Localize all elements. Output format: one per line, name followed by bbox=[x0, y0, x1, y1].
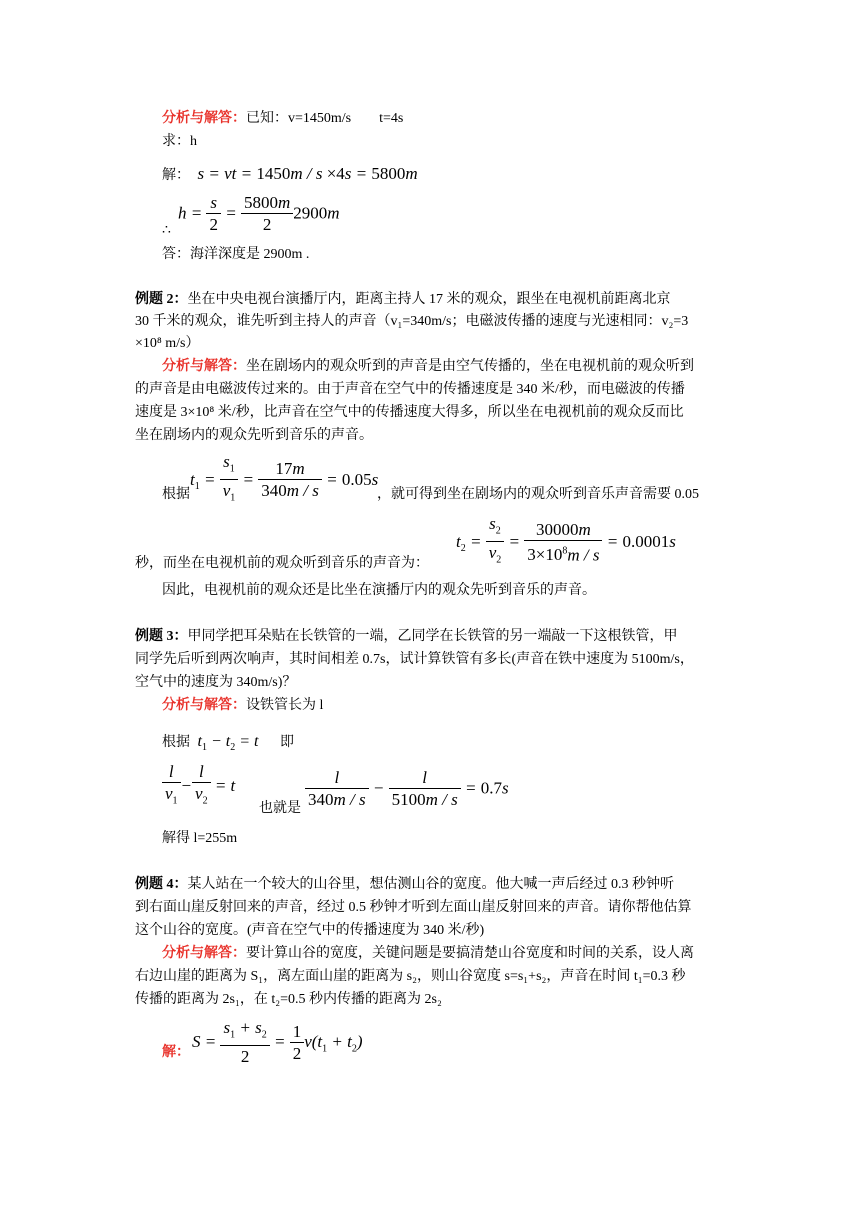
example-3-line1: 例题 3：甲同学把耳朵贴在长铁管的一端，乙同学在长铁管的另一端敲一下这根铁管，甲 bbox=[135, 629, 678, 644]
formula-t1: $t_1$ = $\frac{s_1}{v_1}$ = $\frac{17m}{340m / s}$ = 0.05s bbox=[190, 452, 378, 510]
find-line: 求：h bbox=[162, 134, 197, 149]
example-3-result: 解得 l=255m bbox=[162, 831, 238, 846]
solve-label: 解： bbox=[162, 168, 190, 183]
example-2-analysis-line4: 坐在剧场内的观众先听到音乐的声音。 bbox=[135, 428, 373, 443]
example-2-line1: 例题 2：坐在中央电视台演播厅内，距离主持人 17 米的观众，跟坐在电视机前距离北京 bbox=[135, 292, 671, 307]
example-4-line2: 到右面山崖反射回来的声音，经过 0.5 秒钟才听到左面山崖反射回来的声音。请你帮他估算 bbox=[135, 900, 692, 915]
example-3-line3: 空气中的速度为 340m/s)？ bbox=[135, 675, 297, 690]
answer-line: 答：海洋深度是 2900m . bbox=[162, 247, 310, 262]
analysis-label: 分析与解答： bbox=[162, 359, 246, 374]
solve-label: 解： bbox=[162, 1045, 190, 1060]
example-4-line1: 例题 4：某人站在一个较大的山谷里，想估测山谷的宽度。他大喊一声后经过 0.3 秒钟听 bbox=[135, 877, 674, 892]
example-2-analysis-line3: 速度是 3×10⁸ 米/秒，比声音在空气中的传播速度大得多，所以坐在电视机前的观众反而比 bbox=[135, 405, 684, 420]
example-2-conclusion: 因此，电视机前的观众还是比坐在演播厅内的观众先听到音乐的声音。 bbox=[162, 583, 596, 598]
example-4-analysis-line2: 右边山崖的距离为 S₁，离左面山崖的距离为 s₂，则山谷宽度 s=s₁+s₂，声音在时间 t₁=0.3 秒 bbox=[135, 969, 686, 984]
therefore-symbol: ∴ bbox=[162, 223, 171, 238]
that-is-label: 也就是 bbox=[259, 801, 301, 816]
seconds-text: 秒，而坐在电视机前的观众听到音乐的声音为： bbox=[135, 556, 429, 571]
example-2-analysis-line1: 分析与解答：坐在剧场内的观众听到的声音是由空气传播的，坐在电视机前的观众听到 bbox=[162, 359, 694, 374]
formula-S: S = $\frac{s_1 + s_2}{2}$ = $\frac{1}{2}$ $v(t_1 + t_2)$ bbox=[192, 1018, 363, 1067]
according-label: 根据 bbox=[162, 487, 190, 502]
example-4-label: 例题 4： bbox=[135, 877, 188, 892]
after-formula-text: ，就可得到坐在剧场内的观众听到音乐声音需要 0.05 bbox=[377, 487, 699, 502]
according-label: 根据 bbox=[162, 735, 190, 750]
example-2-line2: 30 千米的观众，谁先听到主持人的声音（v₁=340m/s；电磁波传播的速度与光速相同：v₂=3 bbox=[135, 314, 689, 329]
known-time: t=4s bbox=[379, 111, 404, 126]
example-3-line2: 同学先后听到两次响声，其时间相差 0.7s，试计算铁管有多长(声音在铁中速度为 5100m/s， bbox=[135, 652, 694, 667]
formula-s-vt: s = vt = 1450m / s ×4s = 5800m bbox=[197, 164, 418, 183]
example-2-line3: ×10⁸ m/s） bbox=[135, 336, 200, 351]
example-4-line3: 这个山谷的宽度。(声音在空气中的传播速度为 340 米/秒) bbox=[135, 923, 485, 938]
formula-t1-minus-t2: $t_1 - t_2 = t$ bbox=[197, 733, 259, 754]
example-2-label: 例题 2： bbox=[135, 292, 188, 307]
known-values: 已知：v=1450m/s bbox=[246, 111, 352, 126]
example-4-analysis-line3: 传播的距离为 2s₁，在 t₂=0.5 秒内传播的距离为 2s₂ bbox=[135, 992, 442, 1007]
analysis-line bbox=[162, 110, 403, 128]
analysis-label: 分析与解答： bbox=[162, 698, 246, 713]
example-3-analysis: 分析与解答：设铁管长为 l bbox=[162, 698, 324, 713]
formula-0-7s: $\frac{l}{340m / s}$ − $\frac{l}{5100m / s}$ = 0.7s bbox=[305, 768, 509, 811]
example-4-analysis-line1: 分析与解答：要计算山谷的宽度，关键问题是要搞清楚山谷宽度和时间的关系，设人离 bbox=[162, 946, 694, 961]
formula-t2: $t_2$ = $\frac{s_2}{v_2}$ = $\frac{30000m}{3\times 10^8m / s}$ = 0.0001s bbox=[456, 514, 676, 572]
solve-line bbox=[162, 163, 418, 185]
formula-h: h = $\frac{s}{2}$ = $\frac{5800m}{2}$ 2900m bbox=[178, 193, 340, 234]
according-line bbox=[162, 732, 294, 755]
example-2-analysis-line2: 的声音是由电磁波传过来的。由于声音在空气中的传播速度是 340 米/秒，而电磁波的传播 bbox=[135, 382, 685, 397]
analysis-label: 分析与解答： bbox=[162, 111, 246, 126]
analysis-label: 分析与解答： bbox=[162, 946, 246, 961]
example-3-label: 例题 3： bbox=[135, 629, 188, 644]
ie-label: 即 bbox=[279, 735, 294, 750]
formula-l-over-v: $\frac{l}{v_1}$ − $\frac{l}{v_2}$ = t bbox=[162, 762, 235, 812]
